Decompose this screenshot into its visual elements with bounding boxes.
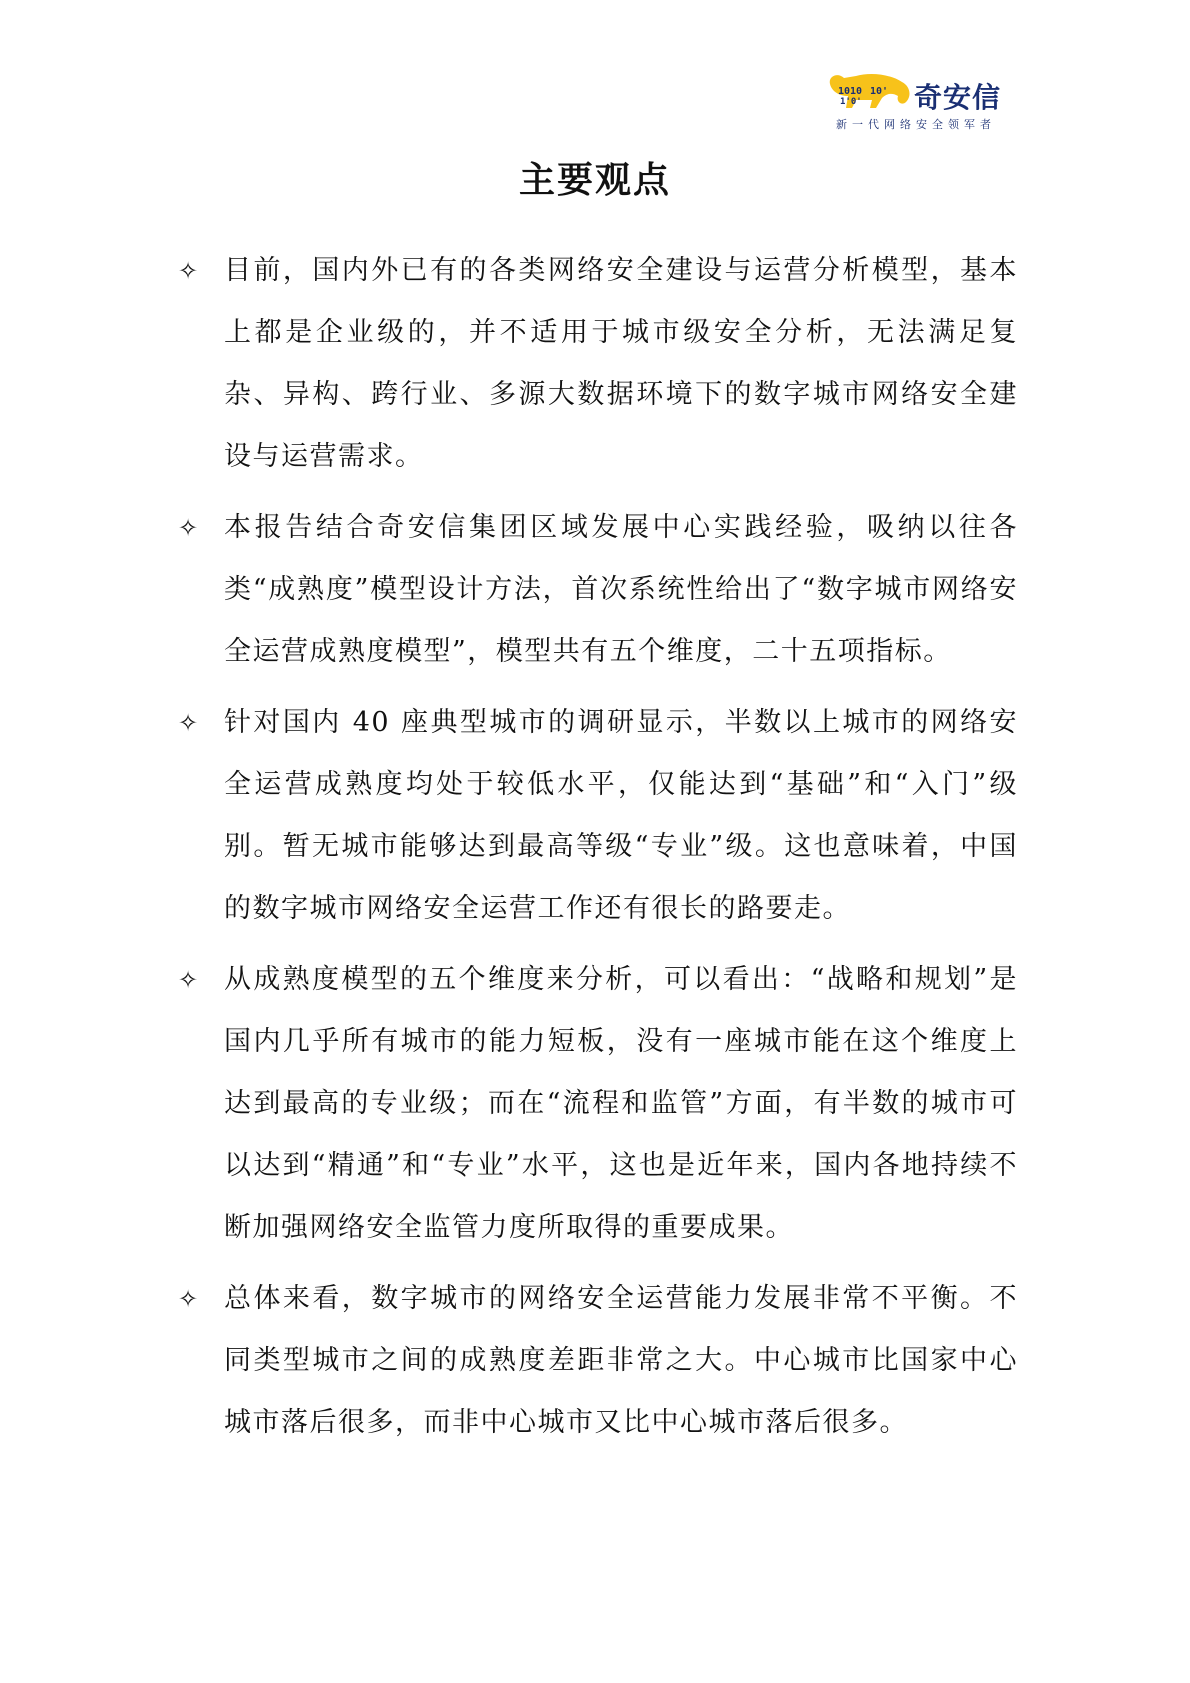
diamond-bullet-icon: ✧ (178, 966, 200, 994)
key-point-text: 目前，国内外已有的各类网络安全建设与运营分析模型，基本上都是企业级的，并不适用于城市级安全分析，无法满足复杂、异构、跨行业、多源大数据环境下的数字城市网络安全建设与运营需求。 (224, 255, 1018, 472)
diamond-bullet-icon: ✧ (178, 514, 200, 542)
key-point (178, 949, 1018, 1259)
svg-text:1010: 1010 (838, 86, 863, 97)
key-points-list (178, 240, 1018, 1463)
diamond-bullet-icon: ✧ (178, 709, 200, 737)
logo-wordmark: 奇安信 (914, 81, 1002, 114)
key-point-text: 本报告结合奇安信集团区域发展中心实践经验，吸纳以往各类“成熟度”模型设计方法，首次系统性给出了“数字城市网络安全运营成熟度模型”，模型共有五个维度，二十五项指标。 (224, 512, 1018, 667)
key-point (178, 497, 1018, 683)
key-point-text: 针对国内 40 座典型城市的调研显示，半数以上城市的网络安全运营成熟度均处于较低水平，仅能达到“基础”和“入门”级别。暂无城市能够达到最高等级“专业”级。这也意味着，中国的数字城市网络安全运营工作还有很长的路要走。 (224, 707, 1018, 924)
key-point-text: 从成熟度模型的五个维度来分析，可以看出：“战略和规划”是国内几乎所有城市的能力短板，没有一座城市能在这个维度上达到最高的专业级；而在“流程和监管”方面，有半数的城市可以达到“精通”和“专业”水平，这也是近年来，国内各地持续不断加强网络安全监管力度所取得的重要成果。 (224, 964, 1018, 1243)
company-logo (826, 72, 1026, 132)
key-point (178, 240, 1018, 488)
logo-tagline: 新一代网络安全领军者 (836, 118, 996, 131)
key-point (178, 1268, 1018, 1454)
diamond-bullet-icon: ✧ (178, 1285, 200, 1313)
svg-text:10': 10' (870, 86, 889, 97)
svg-text:1'0': 1'0' (840, 97, 862, 107)
diamond-bullet-icon: ✧ (178, 257, 200, 285)
key-point (178, 692, 1018, 940)
page-title: 主要观点 (518, 160, 671, 201)
leopard-logo-icon (826, 72, 914, 116)
key-point-text: 总体来看，数字城市的网络安全运营能力发展非常不平衡。不同类型城市之间的成熟度差距非常之大。中心城市比国家中心城市落后很多，而非中心城市又比中心城市落后很多。 (224, 1283, 1018, 1438)
